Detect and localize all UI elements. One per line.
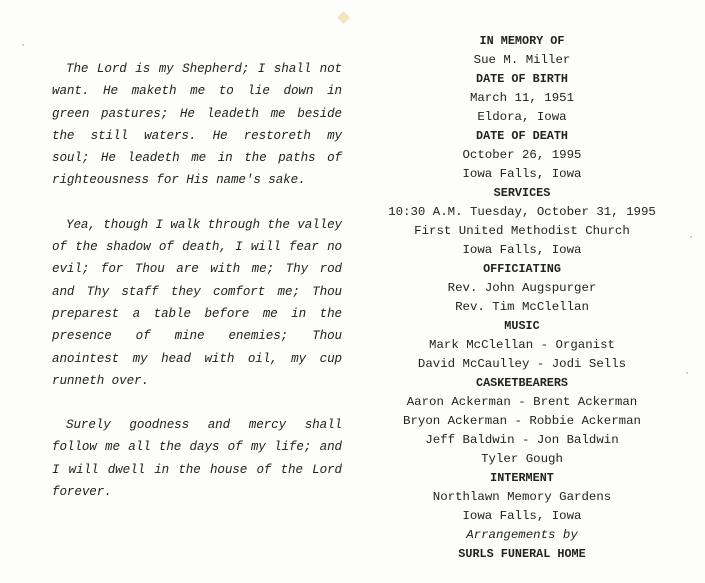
casketbearers-line-3: Jeff Baldwin - Jon Baldwin <box>425 433 619 447</box>
death-place: Iowa Falls, Iowa <box>462 167 582 181</box>
birth-heading: DATE OF BIRTH <box>475 72 569 86</box>
music-line-2: David McCaulley - Jodi Sells <box>417 357 627 371</box>
birth-place: Eldora, Iowa <box>477 110 567 124</box>
service-time: 10:30 A.M. Tuesday, October 31, 1995 <box>388 205 656 219</box>
music-heading: MUSIC <box>504 319 540 333</box>
casketbearers-line-1: Aaron Ackerman - Brent Ackerman <box>406 395 638 409</box>
paper-speck <box>22 44 24 46</box>
birth-date: March 11, 1951 <box>469 91 575 105</box>
casketbearers-heading: CASKETBEARERS <box>475 376 569 390</box>
officiating-heading: OFFICIATING <box>483 262 561 276</box>
fold-mark-decoration <box>337 11 350 24</box>
paper-speck <box>690 236 692 238</box>
service-church: First United Methodist Church <box>414 224 630 238</box>
interment-city: Iowa Falls, Iowa <box>462 509 582 523</box>
deceased-name: Sue M. Miller <box>473 53 571 67</box>
casketbearers-line-4: Tyler Gough <box>481 452 563 466</box>
psalm-paragraph-3: Surely goodness and mercy shall follow me all the days of my life; and I will dwell in the house of the Lord forever. <box>52 418 342 500</box>
casketbearers-line-2: Bryon Ackerman - Robbie Ackerman <box>403 414 641 428</box>
officiant-2: Rev. Tim McClellan <box>455 300 589 314</box>
memorial-details-panel <box>372 32 672 564</box>
funeral-home-name: SURLS FUNERAL HOME <box>458 547 586 561</box>
services-heading: SERVICES <box>493 186 551 200</box>
psalm-23-panel <box>52 58 342 525</box>
arrangements-label: Arrangements by <box>466 528 578 542</box>
in-memory-heading: IN MEMORY OF <box>479 34 565 48</box>
interment-heading: INTERMENT <box>490 471 554 485</box>
death-date: October 26, 1995 <box>462 148 582 162</box>
interment-place: Northlawn Memory Gardens <box>432 490 612 504</box>
psalm-paragraph-1: The Lord is my Shepherd; I shall not want. He maketh me to lie down in green pastures; He leadeth me beside the still waters. He restoreth my soul; He leadeth me in the paths of righteousness for His name's sake. <box>52 62 342 188</box>
psalm-paragraph-2: Yea, though I walk through the valley of the shadow of death, I will fear no evil; for Thou are with me; Thy rod and Thy staff they comfort me; Thou preparest a table before me in the presence of mine enemies; Thou anointest my head with oil, my cup runneth over. <box>52 217 342 388</box>
death-heading: DATE OF DEATH <box>475 129 569 143</box>
officiant-1: Rev. John Augspurger <box>447 281 597 295</box>
service-place: Iowa Falls, Iowa <box>462 243 582 257</box>
paper-speck <box>686 372 688 374</box>
music-line-1: Mark McClellan - Organist <box>429 338 615 352</box>
